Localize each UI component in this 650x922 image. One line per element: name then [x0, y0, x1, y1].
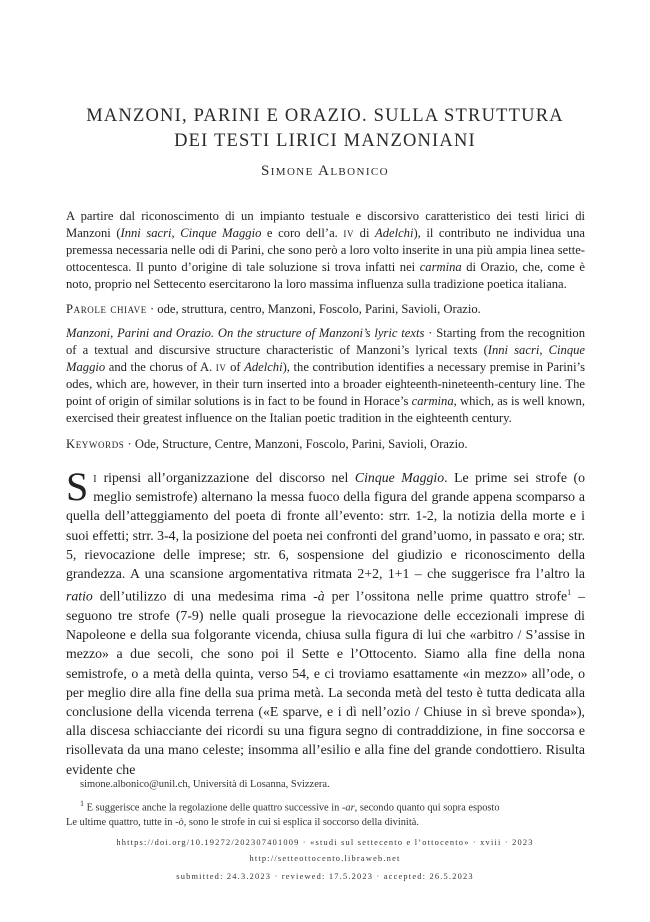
article-title: [40, 104, 610, 154]
title-line-1: MANZONI, PARINI E ORAZIO. SULLA STRUTTURA: [86, 106, 564, 126]
journal-url[interactable]: http://setteottocento.libraweb.net: [249, 854, 401, 863]
submission-dates: submitted: 24.3.2023 · reviewed: 17.5.2023 · accepted: 26.5.2023: [176, 872, 474, 881]
footnote: $^1$ E suggerisce anche la regolazione delle quattro successive in -ar, secondo quanto qui sopra esposto Le ultime quattro, tutte in -ò, sono le strofe in cui si esplica il soccorso della divinità.: [66, 799, 500, 828]
title-line-2: DEI TESTI LIRICI MANZONIANI: [174, 131, 476, 151]
doi-line[interactable]: hhttps://doi.org/10.19272/202307401009 · «studi sul settecento e l’ottocento» · xviii · 2023: [116, 838, 534, 847]
keywords-label: Keywords: [66, 437, 125, 451]
footnote-ref[interactable]: 1: [567, 588, 572, 598]
author-affiliation: simone.albonico@unil.ch, Università di Losanna, Svizzera.: [80, 779, 330, 790]
author-name: Simone Albonico: [260, 163, 390, 179]
drop-cap: S: [66, 464, 89, 509]
body-text: Si ripensi all’organizzazione del discorso nel Cinque Maggio. Le prime sei strofe (o meglio semistrofe) alternano la messa fuoco della figura del grande appena scomparso a quella dell’atteggiamento del poeta di fronte all’evento: strr. 1-2, la notizia della morte e i suoi effetti; strr. 3-4, la posizione del poeta nei confronti del grand’uomo, in passato e ora; str. 5, rievocazione delle imprese; str. 6, sospensione del giudizio e riconoscimento della grandezza. A una scansione argomentativa ritmata 2+2, 1+1 – che suggerisce fra l’altro la ratio dell’utilizzo di una medesima rima -à per l’ossitona nelle prime quattro strofe$^1$ – seguono tre strofe (7-9) nelle quali prosegue la rievocazione delle eccezionali imprese di Napoleone e della sua folgorante vicenda, chiusa sulla figura di lui che «arbitro / S’assise in mezzo» a due secoli, che sono poi il Sette e l’Ottocento. Siamo alla fine della nona semistrofe, o a metà della quinta, verso 54, e ci troviamo esattamente «in mezzo» all’ode, o per meglio dire alla fine della sua prima metà. La seconda metà del testo è tutta dedicata alla conclusione della vicenda terrena («E sparve, e i dì nell’ozio / Chiuse in sì breve sponda»), alla discesa schiacciante dei ricordi su una figura segno di contraddizione, in fine soccorsa e risollevata da una mano celeste; insomma all’esilio e alla fine del grande condottiero. Risulta evidente che: [66, 464, 585, 777]
keywords-label: Parole chiave: [66, 302, 147, 316]
abstract-italian: A partire dal riconoscimento di un impianto testuale e discorsivo caratteristico dei testi lirici di Manzoni (Inni sacri, Cinque Maggio e coro dell’a. iv di Adelchi), il contributo ne individua una premessa necessaria nelle odi di Parini, che sono però a loro volto inserite in una più ampia linea sette-ottocentesca. Il punto d’origine di tale soluzione si trova infatti nei carmina di Orazio, che, come è noto, proprio nel Settecento esercitarono la loro massima influenza sulla tradizione poetica italiana.: [66, 209, 585, 291]
keywords-english: Keywords · Ode, Structure, Centre, Manzoni, Foscolo, Parini, Savioli, Orazio.: [66, 437, 468, 451]
abstract-english: Manzoni, Parini and Orazio. On the structure of Manzoni’s lyric texts · Starting from the recognition of a textual and discursive structure characteristic of Manzoni’s lyrical texts (Inni sacri, Cinque Maggio and the chorus of A. iv of Adelchi), the contribution identifies a necessary premise in Parini’s odes, which are, however, in their turn inserted into a broader eighteenth-nineteenth-century line. The point of origin of similar solutions is in fact to be found in Horace’s carmina, which, as is well known, exercised their greatest influence on the Italian poetic tradition in the eighteenth century.: [66, 326, 586, 425]
keywords-italian: Parole chiave · ode, struttura, centro, Manzoni, Foscolo, Parini, Savioli, Orazio.: [66, 302, 481, 316]
